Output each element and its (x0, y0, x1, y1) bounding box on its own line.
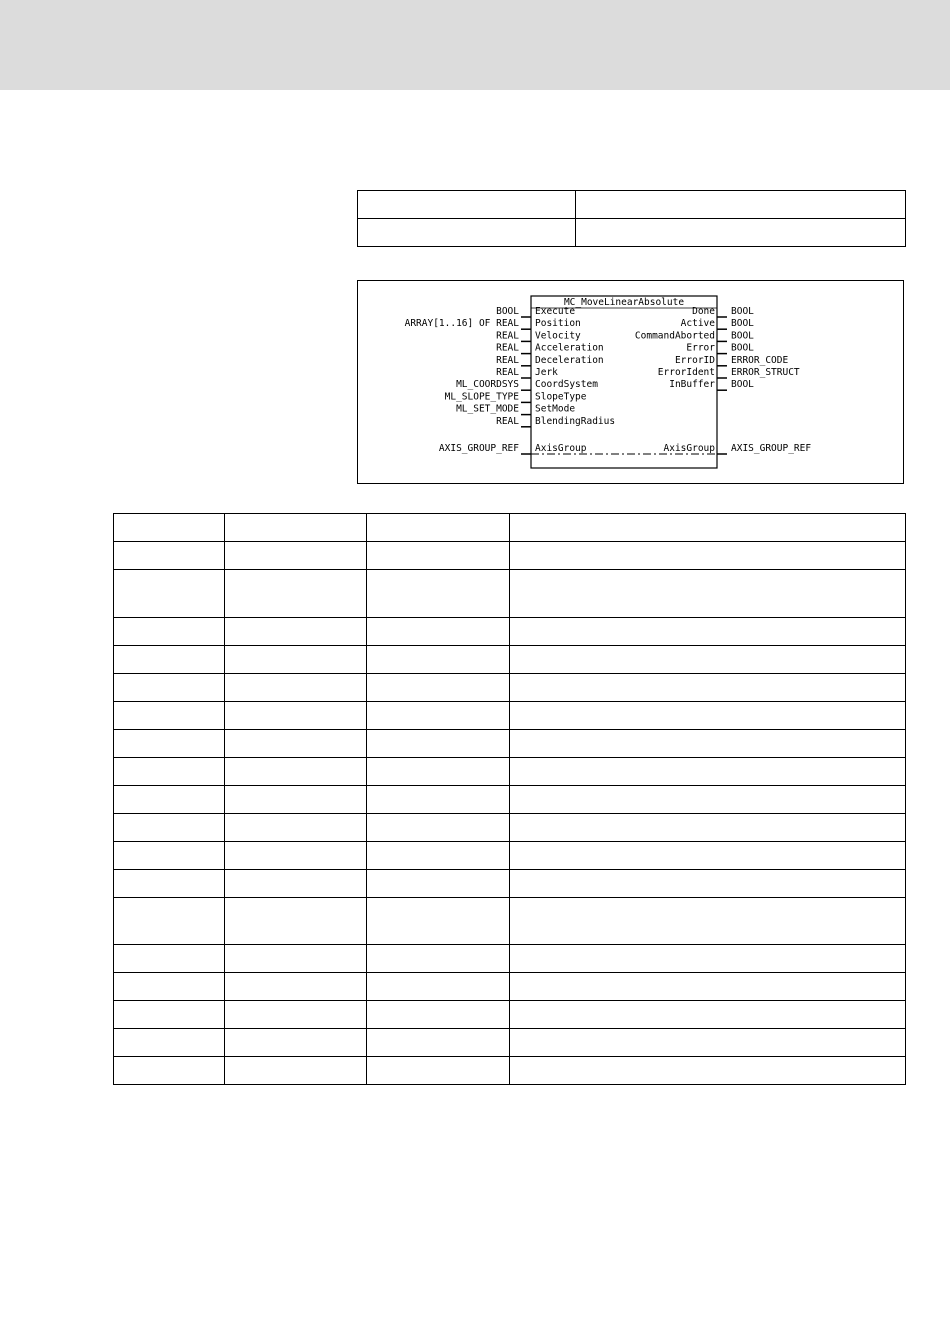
table-row (114, 814, 906, 842)
output-type-label: BOOL (731, 330, 754, 342)
table-cell (114, 870, 225, 898)
table-cell (510, 814, 906, 842)
table-cell (225, 570, 367, 618)
output-pin-label: ErrorIdent (657, 367, 715, 378)
axisgroup-in-type: AXIS_GROUP_REF (438, 443, 519, 454)
input-pin-label: Jerk (535, 367, 558, 378)
table-cell (114, 842, 225, 870)
table-cell (114, 570, 225, 618)
input-type-label: ARRAY[1..16] OF REAL (404, 318, 519, 330)
table-cell (225, 542, 367, 570)
table-cell (510, 514, 906, 542)
table-cell (367, 870, 510, 898)
table-cell (510, 758, 906, 786)
table-row (114, 730, 906, 758)
table-cell (367, 618, 510, 646)
table-cell (510, 1029, 906, 1057)
table-cell (225, 1001, 367, 1029)
table-cell (225, 730, 367, 758)
table-row (114, 758, 906, 786)
table-cell (510, 898, 906, 945)
table-cell (367, 898, 510, 945)
table-cell (225, 898, 367, 945)
io-parameter-table (113, 513, 906, 1085)
table-cell (510, 542, 906, 570)
input-type-label: REAL (496, 415, 519, 427)
table-row (114, 646, 906, 674)
table-cell (367, 514, 510, 542)
table-row (114, 870, 906, 898)
table-row (358, 191, 906, 219)
table-cell (510, 973, 906, 1001)
table-cell (510, 1001, 906, 1029)
table-cell (510, 730, 906, 758)
table-cell (225, 1057, 367, 1085)
table-cell (367, 973, 510, 1001)
input-pin-label: SetMode (535, 403, 576, 415)
table-cell (225, 842, 367, 870)
table-cell (510, 646, 906, 674)
table-cell (510, 618, 906, 646)
table-row (114, 618, 906, 646)
function-block-diagram (357, 280, 904, 484)
table-row (114, 570, 906, 618)
table-cell (367, 542, 510, 570)
table-cell (367, 814, 510, 842)
table-cell (225, 870, 367, 898)
table-cell (367, 570, 510, 618)
page-header-band (0, 0, 950, 90)
table-row (358, 219, 906, 247)
table-cell (114, 814, 225, 842)
axisgroup-out-pin: AxisGroup (663, 443, 715, 454)
table-cell (114, 730, 225, 758)
input-type-label: REAL (496, 330, 519, 342)
output-pin-label: Error (686, 342, 715, 354)
table-cell (114, 758, 225, 786)
table-cell (367, 1001, 510, 1029)
table-cell (114, 973, 225, 1001)
table-cell (367, 646, 510, 674)
input-type-label: ML_SLOPE_TYPE (444, 391, 519, 403)
input-pin-label: SlopeType (535, 391, 587, 403)
table-cell (510, 570, 906, 618)
table-cell (114, 618, 225, 646)
input-type-label: REAL (496, 354, 519, 366)
table-cell (367, 786, 510, 814)
table-cell (510, 786, 906, 814)
table-row (114, 1029, 906, 1057)
table-cell (225, 674, 367, 702)
input-pin-label: Position (535, 318, 581, 330)
table-cell (114, 646, 225, 674)
input-type-label: BOOL (496, 306, 519, 317)
library-table (357, 190, 906, 247)
output-type-label: ERROR_CODE (731, 354, 789, 366)
table-cell (114, 514, 225, 542)
table-cell (225, 973, 367, 1001)
table-cell (367, 1057, 510, 1085)
table-cell (225, 618, 367, 646)
table-cell (367, 945, 510, 973)
output-pin-label: InBuffer (669, 379, 715, 391)
table-cell (367, 758, 510, 786)
output-pin-label: CommandAborted (634, 330, 715, 342)
table-cell (114, 702, 225, 730)
table-cell (225, 514, 367, 542)
table-cell (114, 1029, 225, 1057)
table-cell (510, 842, 906, 870)
table-cell (225, 814, 367, 842)
input-pins (405, 306, 615, 427)
table-row (114, 842, 906, 870)
output-type-label: BOOL (731, 306, 754, 317)
table-cell (114, 542, 225, 570)
table-row (114, 898, 906, 945)
table-row (114, 702, 906, 730)
table-cell (114, 945, 225, 973)
table-cell (225, 702, 367, 730)
output-type-label: ERROR_STRUCT (731, 367, 800, 378)
output-pin-label: ErrorID (674, 354, 715, 366)
table-cell (225, 945, 367, 973)
table-cell (367, 842, 510, 870)
table-cell (367, 1029, 510, 1057)
table-cell (367, 702, 510, 730)
table-cell (510, 1057, 906, 1085)
output-type-label: BOOL (731, 342, 754, 354)
input-pin-label: CoordSystem (535, 379, 598, 391)
table-cell (114, 674, 225, 702)
output-pin-label: Done (692, 306, 715, 317)
input-pin-label: Velocity (535, 330, 581, 342)
table-row (114, 1001, 906, 1029)
axisgroup-in-pin: AxisGroup (535, 443, 587, 454)
axisgroup-out-type: AXIS_GROUP_REF (731, 443, 812, 454)
table-cell (367, 730, 510, 758)
input-pin-label: Acceleration (535, 342, 604, 354)
table-cell (114, 1057, 225, 1085)
table-row (114, 542, 906, 570)
table-cell (225, 1029, 367, 1057)
function-block-svg (358, 281, 905, 485)
input-type-label: REAL (496, 367, 519, 378)
table-row (114, 514, 906, 542)
table-cell (510, 870, 906, 898)
table-cell (225, 646, 367, 674)
input-type-label: ML_SET_MODE (456, 403, 519, 415)
input-type-label: REAL (496, 342, 519, 354)
input-type-label: ML_COORDSYS (456, 379, 519, 391)
function-block-name: MC_MoveLinearAbsolute (563, 297, 685, 308)
table-row (114, 674, 906, 702)
input-pin-label: Execute (535, 306, 576, 317)
table-cell (510, 702, 906, 730)
table-row (114, 786, 906, 814)
input-pin-label: Deceleration (535, 354, 604, 366)
table-cell (225, 758, 367, 786)
table-cell (114, 898, 225, 945)
output-type-label: BOOL (731, 318, 754, 330)
table-cell (367, 674, 510, 702)
table-row (114, 945, 906, 973)
input-pin-label: BlendingRadius (535, 415, 616, 427)
table-cell (225, 786, 367, 814)
table-row (114, 973, 906, 1001)
output-type-label: BOOL (731, 379, 754, 391)
table-row (114, 1057, 906, 1085)
table-cell (510, 945, 906, 973)
table-cell (114, 786, 225, 814)
table-cell (114, 1001, 225, 1029)
table-cell (510, 674, 906, 702)
output-pin-label: Active (680, 318, 715, 330)
